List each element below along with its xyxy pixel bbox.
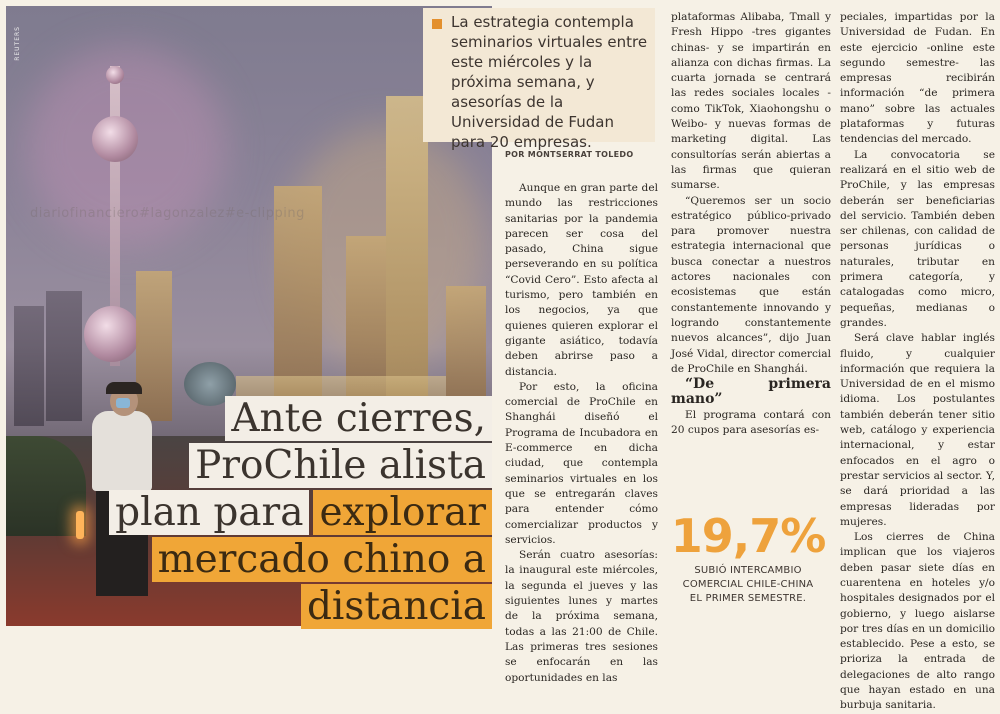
paragraph: “Queremos ser un socio estratégico público-privado para promover nuestra estrategia internacional que busca conectar a nuestros actores nacionales con ecosistemas que están constantemente innovando y logrando constantemente nuevos alcances”, dijo Juan José Vidal, director comercial de ProChile en Shanghái.: [671, 194, 831, 375]
paragraph: peciales, impartidas por la Universidad de Fudan. En este ejercicio -online este segundo semestre- las empresas recibirán información “de primera mano” sobre las actuales plataformas y futuras tendencias del mercado.: [840, 11, 995, 146]
stat-caption-line: SUBIÓ INTERCAMBIO: [694, 565, 802, 576]
bullet-square-icon: [432, 19, 442, 29]
paragraph: El programa contará con 20 cupos para asesorías es-: [671, 408, 831, 437]
article-column-1: [505, 181, 658, 686]
watermark: diariofinanciero#lagonzalez#e-clipping: [30, 206, 305, 221]
headline-highlight: mercado chino a: [152, 537, 492, 582]
article-column-2: [671, 10, 831, 438]
paragraph: Será clave hablar inglés fluido, y cualquier información que requiera la Universidad de en el mismo idioma. Los postulantes también deberán tener sitio web, catálogo y experiencia internacional, y estar enfocados en el agro o prestar servicios al sector. Y, se dará prioridad a las empresas lideradas por mujeres.: [840, 332, 995, 528]
paragraph: Por esto, la oficina comercial de ProChile en Shanghái diseñó el Programa de Incubadora en E-commerce en dicha ciudad, que contempla seminarios virtuales en los que se entregarán claves para entender cómo comercializar productos y servicios.: [505, 380, 658, 546]
headline-line: Ante cierres,: [225, 396, 492, 441]
photo-credit: REUTERS: [14, 26, 21, 61]
lead-box: [423, 8, 655, 151]
paragraph: La convocatoria se realizará en el sitio web de ProChile, y las empresas deberán ser beneficiarias del servicio. También deben ser chilenas, con calidad de personas jurídicas o naturales, tributar en primera categoría, y catalogadas como micro, pequeñas, medianas o grandes.: [840, 148, 995, 329]
section-subhead: “De primera mano”: [671, 376, 831, 408]
headline-line: plan para: [109, 490, 309, 535]
stat-caption-line: COMERCIAL CHILE-CHINA: [682, 579, 814, 590]
paragraph: Aunque en gran parte del mundo las restricciones sanitarias por la pandemia parecen ser cosa del pasado, China sigue perseverando en su política “Covid Cero”. Esto afecta al turismo, pero también en los negocios, ya que quienes quieren explorar el gigante asiático, todavía deben abrirse paso a distancia.: [505, 182, 658, 378]
byline: POR MONTSERRAT TOLEDO: [505, 150, 634, 159]
paragraph: Serán cuatro asesorías: la inaugural este miércoles, la segunda el jueves y las siguientes lunes y martes de la próxima semana, todas a las 21:00 de Chile. Las primeras tres sesiones se enfocarán en las oportunidades en las: [505, 549, 658, 684]
stat-value: 19,7%: [670, 509, 826, 563]
stat-callout: [668, 508, 828, 606]
lead-text: La estrategia contempla seminarios virtuales entre este miércoles y la próxima semana, y asesorías de la Universidad de Fudan para 20 empresas.: [451, 13, 648, 151]
article-column-3: [840, 10, 995, 714]
headline-line: ProChile alista: [189, 443, 492, 488]
paragraph: plataformas Alibaba, Tmall y Fresh Hippo -tres gigantes chinas- y se impartirán en alianza con dichas firmas. La cuarta jornada se centrará las redes sociales locales -como TikTok, Xiaohongshu o Weibo- y nuevas formas de marketing digital. Las consultorías serán abiertas a las firmas que quieran sumarse.: [671, 11, 831, 192]
paragraph: Los cierres de China implican que los viajeros deben pasar siete días en cuarentena en hoteles y/o hospitales designados por el gobierno, y luego aislarse por tres días en un domicilio establecido. Pese a esto, se prioriza la entrada de delegaciones de alto rango que hayan estado en una burbuja sanitaria.: [840, 531, 995, 712]
headline-highlight: explorar: [313, 490, 492, 535]
stat-caption-line: EL PRIMER SEMESTRE.: [689, 593, 807, 604]
headline-highlight: distancia: [301, 584, 492, 629]
headline: [0, 396, 492, 631]
